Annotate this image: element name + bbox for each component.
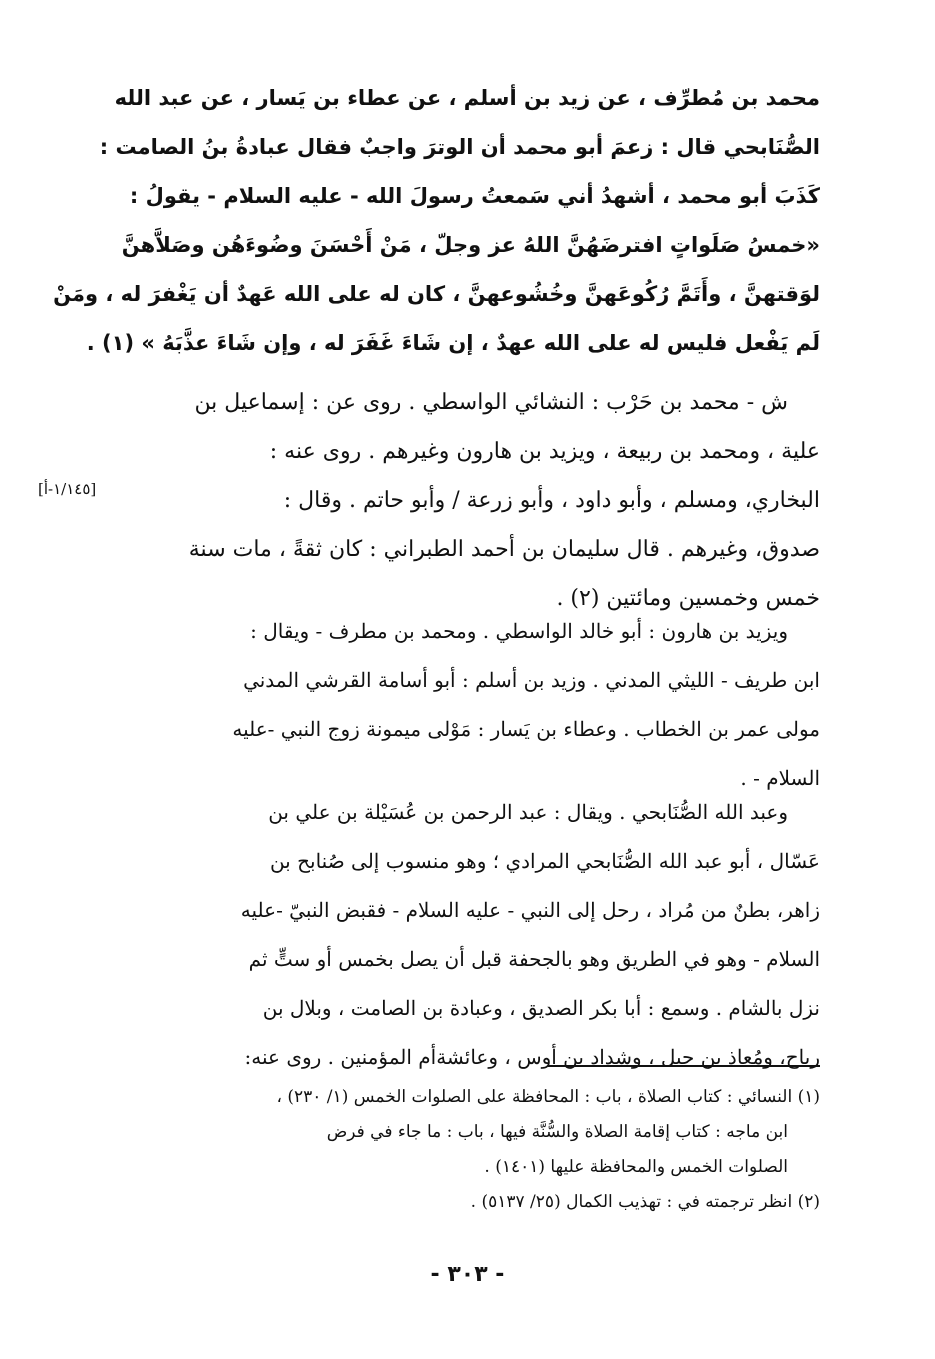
- paragraph-line: علية ، ومحمد بن ربيعة ، ويزيد بن هارون وغيرهم . روى عنه :: [269, 439, 820, 464]
- commentary-paragraph-1: [140, 378, 820, 623]
- footnotes: [140, 1080, 820, 1220]
- quote-line: كَذَبَ أبو محمد ، أشهدُ أني سَمعتُ رسولَ الله - عليه السلام - يقولُ :: [129, 184, 820, 208]
- paragraph-line: وعبد الله الصُّنَابحي . ويقال : عبد الرحمن بن عُسَيْلة بن علي بن: [268, 800, 788, 824]
- quote-line: لَم يَفْعل فليس له على الله عهدٌ ، إن شَاءَ غَفَرَ له ، وإن شَاءَ عذَّبَهُ » (١) .: [86, 331, 820, 355]
- hadith-quote: [53, 74, 820, 368]
- manuscript-folio-note: [١/١٤٥-أ]: [38, 480, 97, 498]
- paragraph-line: البخاري، ومسلم ، وأبو داود ، وأبو زرعة / وأبو حاتم . وقال :: [283, 488, 820, 513]
- paragraph-line: رباح، ومُعاذ بن جبل ، وشداد بن أوس ، وعائشةأم المؤمنين . روى عنه:: [244, 1045, 820, 1069]
- footnote-divider: [548, 1065, 820, 1067]
- paragraph-line: ويزيد بن هارون : أبو خالد الواسطي . ومحمد بن مطرف - ويقال :: [250, 619, 788, 643]
- paragraph-line: عَسّال ، أبو عبد الله الصُّنَابحي المرادي ؛ وهو منسوب إلى صُنابح بن: [269, 849, 820, 873]
- paragraph-line: السلام - وهو في الطريق وهو بالجحفة قبل أن يصل بخمس أو ستٍّ ثم: [248, 947, 820, 971]
- commentary-paragraph-3: [140, 788, 820, 1082]
- paragraph-line: ابن طريف - الليثي المدني . وزيد بن أسلم : أبو أسامة القرشي المدني: [243, 668, 820, 692]
- quote-line: الصُّنَابحي قال : زعمَ أبو محمد أن الوترَ واجبٌ فقال عبادةُ بنُ الصامت :: [99, 135, 820, 159]
- paragraph-line: السلام - .: [740, 766, 820, 790]
- paragraph-line: زاهر، بطنٌ من مُراد ، رحل إلى النبي - عليه السلام - فقبض النبيّ -عليه: [240, 898, 820, 922]
- footnote-line: الصلوات الخمس والمحافظة عليها (١٤٠١) .: [484, 1157, 788, 1177]
- quote-line: محمد بن مُطرِّف ، عن زيد بن أسلم ، عن عطاء بن يَسار ، عن عبد الله: [114, 86, 820, 110]
- footnote-line: (٢) انظر ترجمته في : تهذيب الكمال (٢٥/ ٥١٣٧) .: [470, 1192, 820, 1212]
- quote-line: لوَقتهنَّ ، وأَتَمَّ رُكُوعَهنَّ وخُشُوعهنَّ ، كان له على الله عَهدٌ أن يَغْفرَ له ، ومَنْ: [53, 282, 820, 306]
- paragraph-line: خمس وخمسين ومائتين (٢) .: [556, 586, 820, 611]
- footnote-line: (١) النسائي : كتاب الصلاة ، باب : المحافظة على الصلوات الخمس (١/ ٢٣٠) ،: [276, 1087, 820, 1107]
- footnote-line: ابن ماجه : كتاب إقامة الصلاة والسُّنَّة فيها ، باب : ما جاء في فرض: [326, 1122, 788, 1142]
- paragraph-line: ش - محمد بن حَرْب : النشائي الواسطي . روى عن : إسماعيل بن: [194, 390, 788, 415]
- paragraph-line: نزل بالشام . وسمع : أبا بكر الصديق ، وعبادة بن الصامت ، وبلال بن: [262, 996, 820, 1020]
- paragraph-line: صدوق، وغيرهم . قال سليمان بن أحمد الطبراني : كان ثقةً ، مات سنة: [188, 537, 820, 562]
- page-number: - ٣٠٣ -: [430, 1262, 505, 1287]
- commentary-paragraph-2: [140, 607, 820, 803]
- paragraph-line: مولى عمر بن الخطاب . وعطاء بن يَسار : مَوْلى ميمونة زوج النبي -عليه: [232, 717, 820, 741]
- quote-line: «خمسُ صَلَواتٍ افترضَهُنَّ اللهُ عز وجلّ ، مَنْ أَحْسَنَ وضُوءَهُن وصَلاَّهنَّ: [121, 233, 820, 257]
